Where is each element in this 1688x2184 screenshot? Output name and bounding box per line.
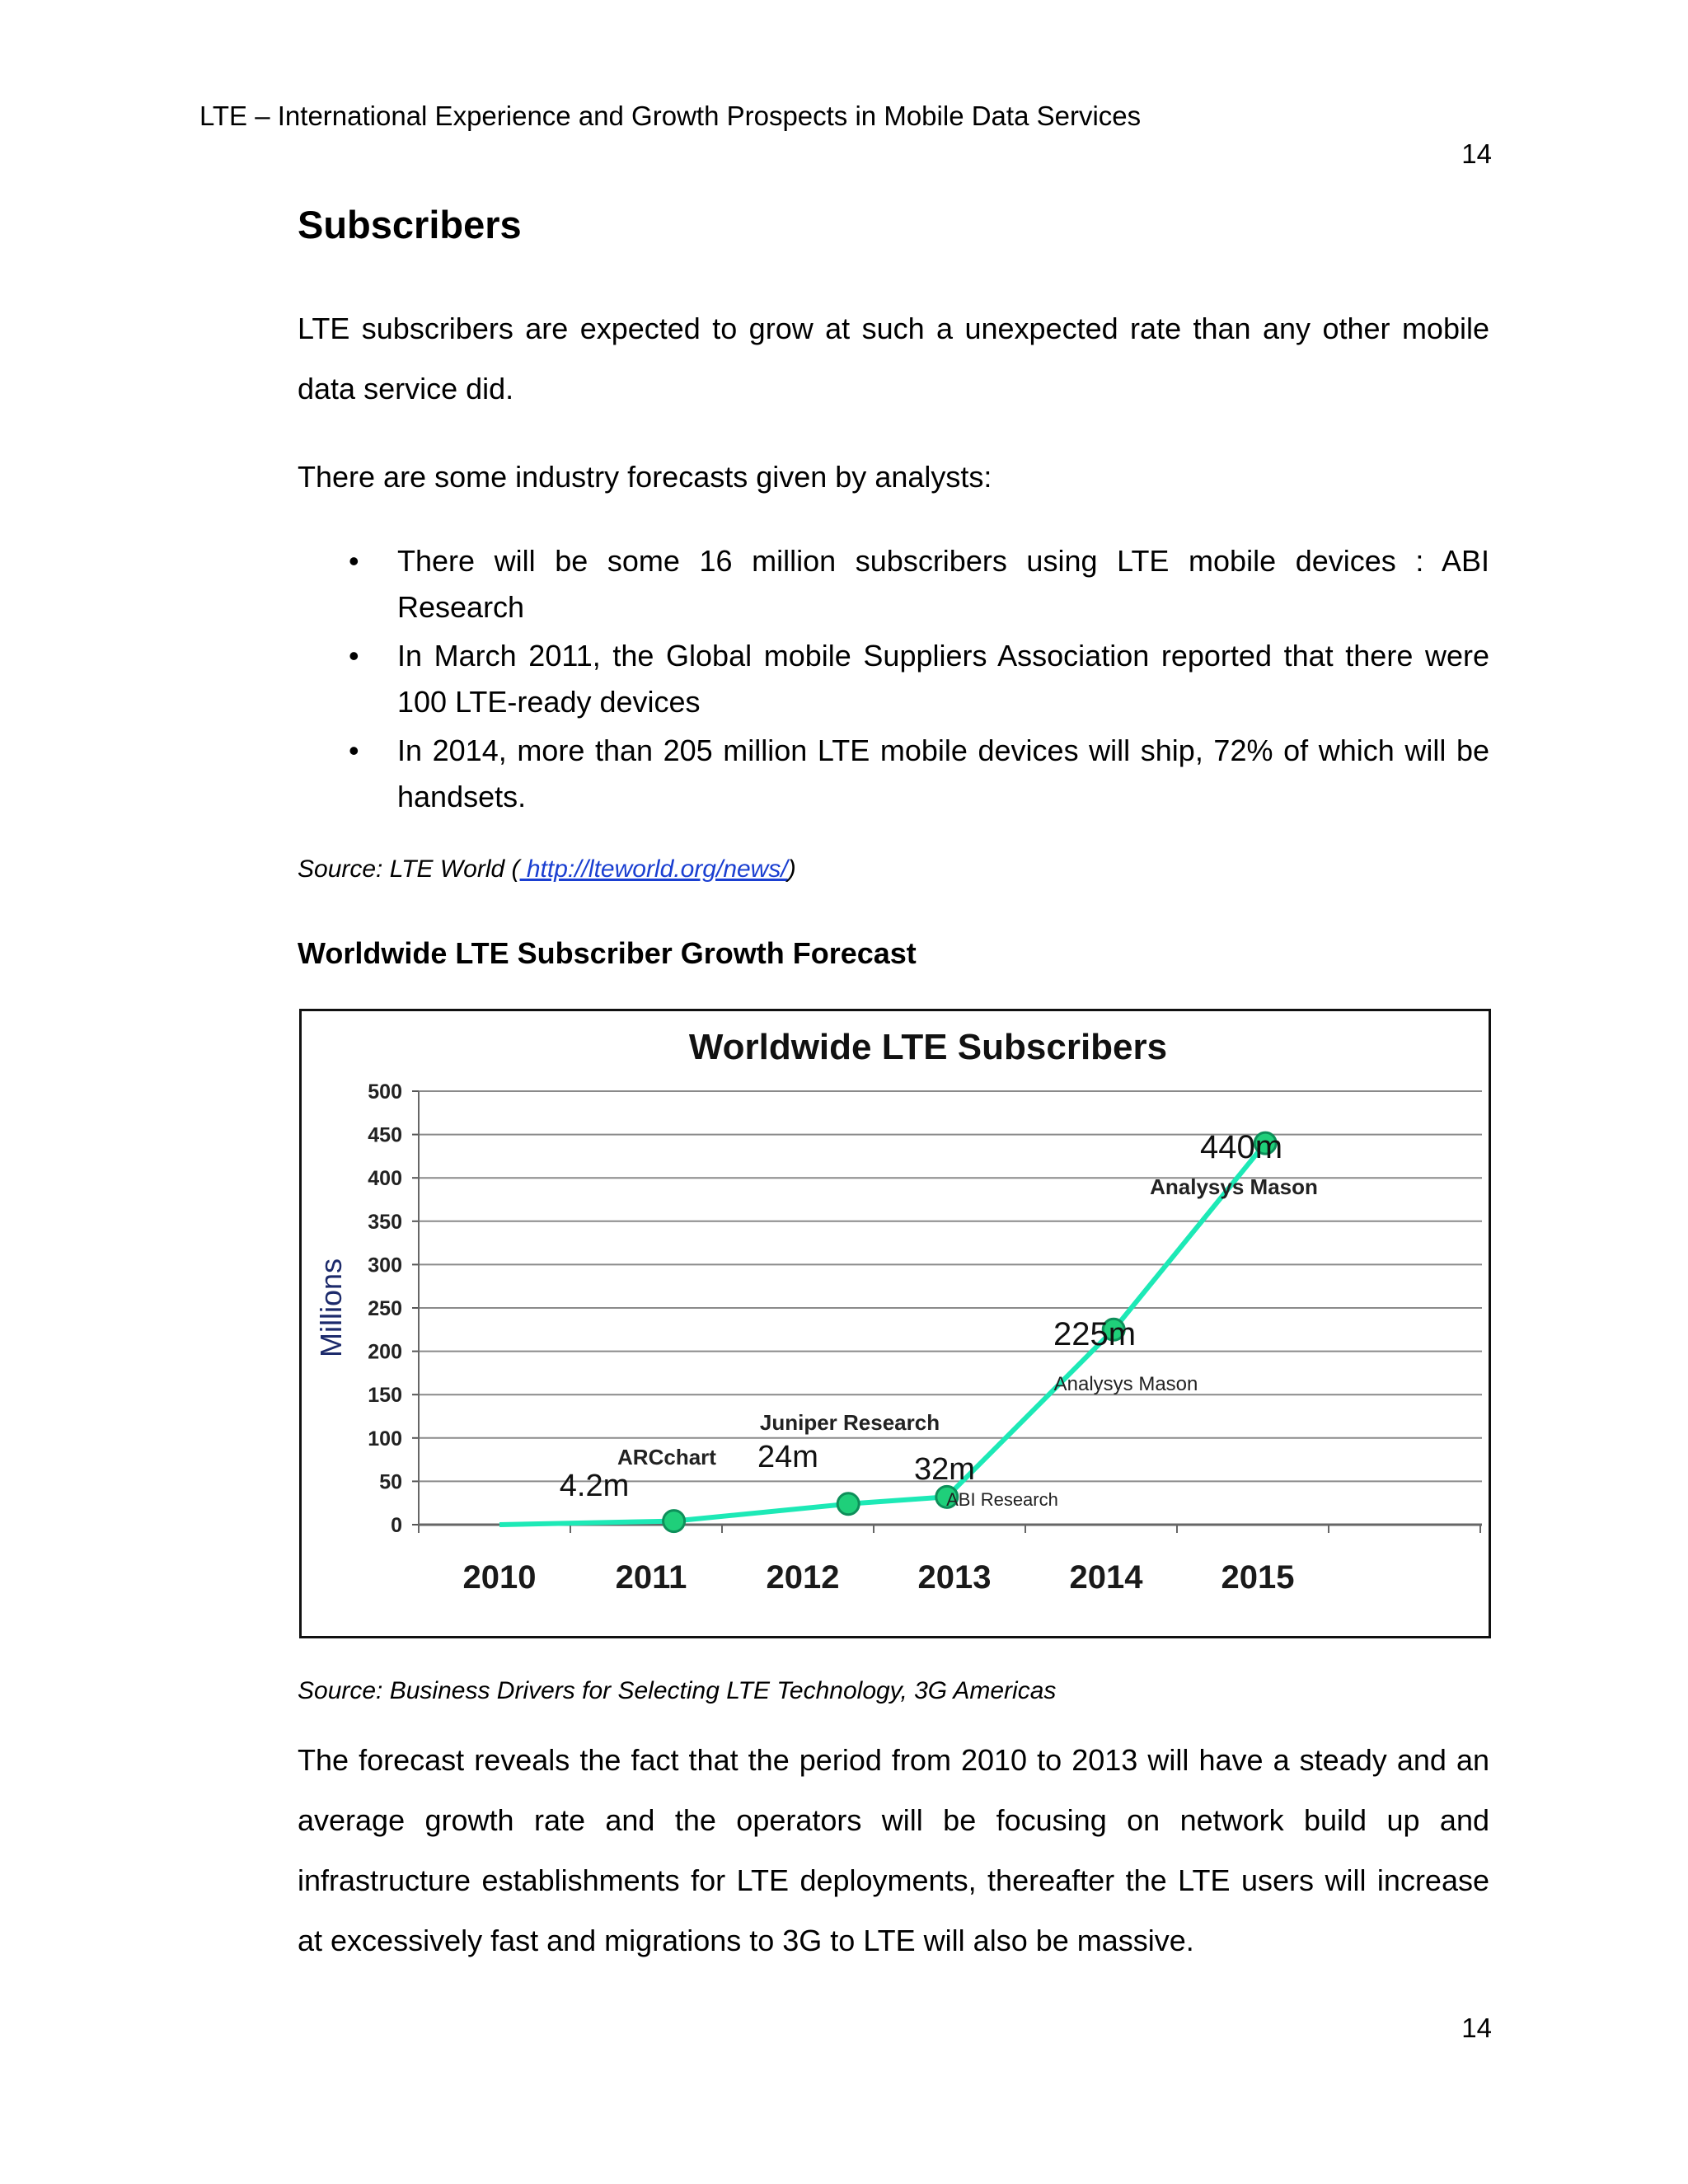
subscriber-chart — [302, 1011, 1489, 1636]
running-header: LTE – International Experience and Growth Prospects in Mobile Data Services — [199, 101, 1142, 131]
y-tick-label: 150 — [368, 1384, 402, 1408]
y-tick-label: 350 — [368, 1210, 402, 1234]
source-citation-lteworld — [298, 855, 796, 883]
data-point — [837, 1493, 859, 1515]
chart-title: Worldwide LTE Subscribers — [688, 1027, 1168, 1067]
data-source-label: ARCchart — [617, 1445, 716, 1469]
x-tick-label: 2014 — [1069, 1559, 1143, 1596]
data-label: 24m — [757, 1440, 818, 1474]
list-item — [298, 538, 1489, 630]
forecasts-intro: There are some industry forecasts given by analysts: — [298, 460, 992, 494]
y-tick-label: 50 — [379, 1470, 402, 1494]
y-tick-label: 100 — [368, 1427, 402, 1451]
y-tick-label: 300 — [368, 1254, 402, 1277]
y-tick-label: 200 — [368, 1340, 402, 1364]
bullet-icon: • — [349, 544, 359, 578]
x-tick-label: 2012 — [766, 1559, 840, 1596]
series-line — [499, 1143, 1265, 1525]
bullet-icon: • — [349, 639, 359, 673]
data-label: 32m — [914, 1452, 975, 1487]
bullet-icon: • — [349, 733, 359, 767]
intro-paragraph: LTE subscribers are expected to grow at such a unexpected rate than any other mobile data service did. — [298, 312, 1489, 405]
list-item — [298, 728, 1489, 820]
data-source-label: Analysys Mason — [1150, 1174, 1318, 1199]
x-tick-label: 2015 — [1221, 1559, 1295, 1596]
source-suffix: ) — [787, 855, 796, 883]
list-item — [298, 633, 1489, 725]
y-tick-label: 250 — [368, 1297, 402, 1320]
list-item-text: There will be some 16 million subscribers using LTE mobile devices : ABI Research — [397, 544, 1489, 624]
forecast-list — [298, 538, 1489, 823]
data-label: 440m — [1199, 1129, 1283, 1165]
chart-heading: Worldwide LTE Subscriber Growth Forecast — [298, 936, 917, 970]
x-tick-label: 2013 — [917, 1559, 992, 1596]
y-axis-label: Millions — [314, 1258, 348, 1358]
y-tick-label: 450 — [368, 1123, 402, 1147]
page-number-top: 14 — [1461, 138, 1492, 169]
data-source-label: Analysys Mason — [1053, 1373, 1198, 1395]
source-prefix: Source: LTE World ( — [298, 855, 520, 883]
data-source-label: Juniper Research — [759, 1410, 940, 1435]
page-number-bottom: 14 — [1461, 2013, 1492, 2043]
y-tick-label: 400 — [368, 1167, 402, 1191]
chart-frame — [299, 1009, 1491, 1638]
data-label: 225m — [1053, 1316, 1137, 1352]
x-tick-label: 2010 — [462, 1559, 537, 1596]
list-item-text: In 2014, more than 205 million LTE mobile devices will ship, 72% of which will be handsets. — [397, 733, 1489, 813]
source-citation-3g-americas: Source: Business Drivers for Selecting LTE Technology, 3G Americas — [298, 1677, 1057, 1704]
data-point — [663, 1511, 685, 1532]
data-label: 4.2m — [559, 1469, 630, 1503]
list-item-text: In March 2011, the Global mobile Suppliers Association reported that there were 100 LTE-ready devices — [397, 639, 1489, 719]
data-source-label: ABI Research — [946, 1489, 1058, 1510]
y-tick-label: 0 — [391, 1514, 402, 1537]
y-tick-label: 500 — [368, 1080, 402, 1104]
lteworld-link[interactable]: http://lteworld.org/news/ — [519, 855, 788, 883]
x-tick-label: 2011 — [615, 1559, 687, 1596]
conclusion-paragraph: The forecast reveals the fact that the period from 2010 to 2013 will have a steady and an average growth rate and the operators will be focusing on network build up and infrastructure establishments for LTE deployments, thereafter the LTE users will increase at excessively fast and migrations to 3G to LTE will also be massive. — [298, 1743, 1489, 1957]
section-title: Subscribers — [298, 203, 522, 246]
